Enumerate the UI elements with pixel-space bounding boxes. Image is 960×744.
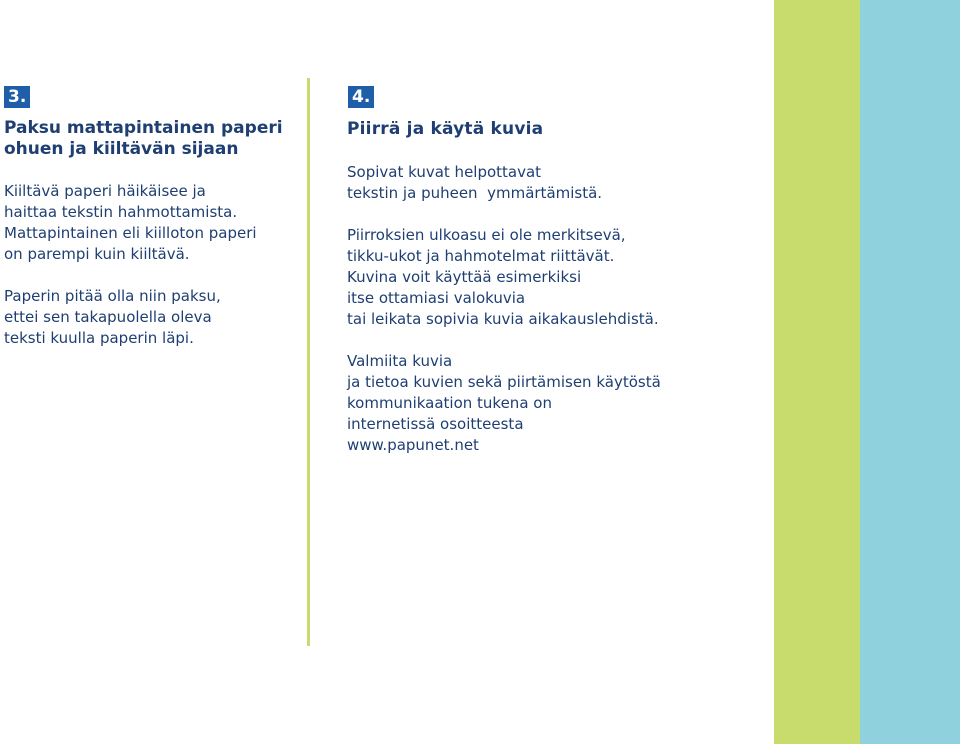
- section-3: [4, 118, 294, 349]
- section-3-paragraph-2: [4, 286, 294, 349]
- section-4-number-badge: 4.: [348, 86, 374, 108]
- section-4-paragraph-2: [347, 225, 767, 330]
- text-line: ettei sen takapuolella oleva: [4, 308, 212, 326]
- section-3-heading: [4, 118, 294, 160]
- text-line: tai leikata sopivia kuvia aikakauslehdistä.: [347, 310, 659, 328]
- text-line: Paperin pitää olla niin paksu,: [4, 287, 221, 305]
- section-4-paragraph-1: [347, 162, 767, 204]
- section-3-number-badge: 3.: [4, 86, 30, 108]
- papunet-url: www.papunet.net: [347, 436, 479, 454]
- section-4: [347, 118, 767, 456]
- text-line: kommunikaation tukena on: [347, 394, 552, 412]
- heading-line: ohuen ja kiiltävän sijaan: [4, 139, 239, 159]
- text-line: Kuvina voit käyttää esimerkiksi: [347, 268, 582, 286]
- heading-line: Paksu mattapintainen paperi: [4, 118, 283, 138]
- text-line: ja tietoa kuvien sekä piirtämisen käytöstä: [347, 373, 661, 391]
- text-line: Piirroksien ulkoasu ei ole merkitsevä,: [347, 226, 626, 244]
- section-4-paragraph-3: [347, 351, 767, 456]
- text-line: tikku-ukot ja hahmotelmat riittävät.: [347, 247, 615, 265]
- text-line: Mattapintainen eli kiilloton paperi: [4, 224, 257, 242]
- text-line: Valmiita kuvia: [347, 352, 453, 370]
- text-line: Kiiltävä paperi häikäisee ja: [4, 182, 206, 200]
- text-line: internetissä osoitteesta: [347, 415, 524, 433]
- text-line: tekstin ja puheen ymmärtämistä.: [347, 184, 603, 202]
- text-line: haittaa tekstin hahmottamista.: [4, 203, 238, 221]
- text-line: Sopivat kuvat helpottavat: [347, 163, 542, 181]
- text-line: itse ottamiasi valokuvia: [347, 289, 526, 307]
- section-3-paragraph-1: [4, 181, 294, 265]
- green-stripe: [774, 0, 860, 744]
- text-line: teksti kuulla paperin läpi.: [4, 329, 194, 347]
- blue-stripe: [860, 0, 960, 744]
- column-divider: [307, 78, 310, 646]
- text-line: on parempi kuin kiiltävä.: [4, 245, 190, 263]
- section-4-heading: Piirrä ja käytä kuvia: [347, 119, 544, 139]
